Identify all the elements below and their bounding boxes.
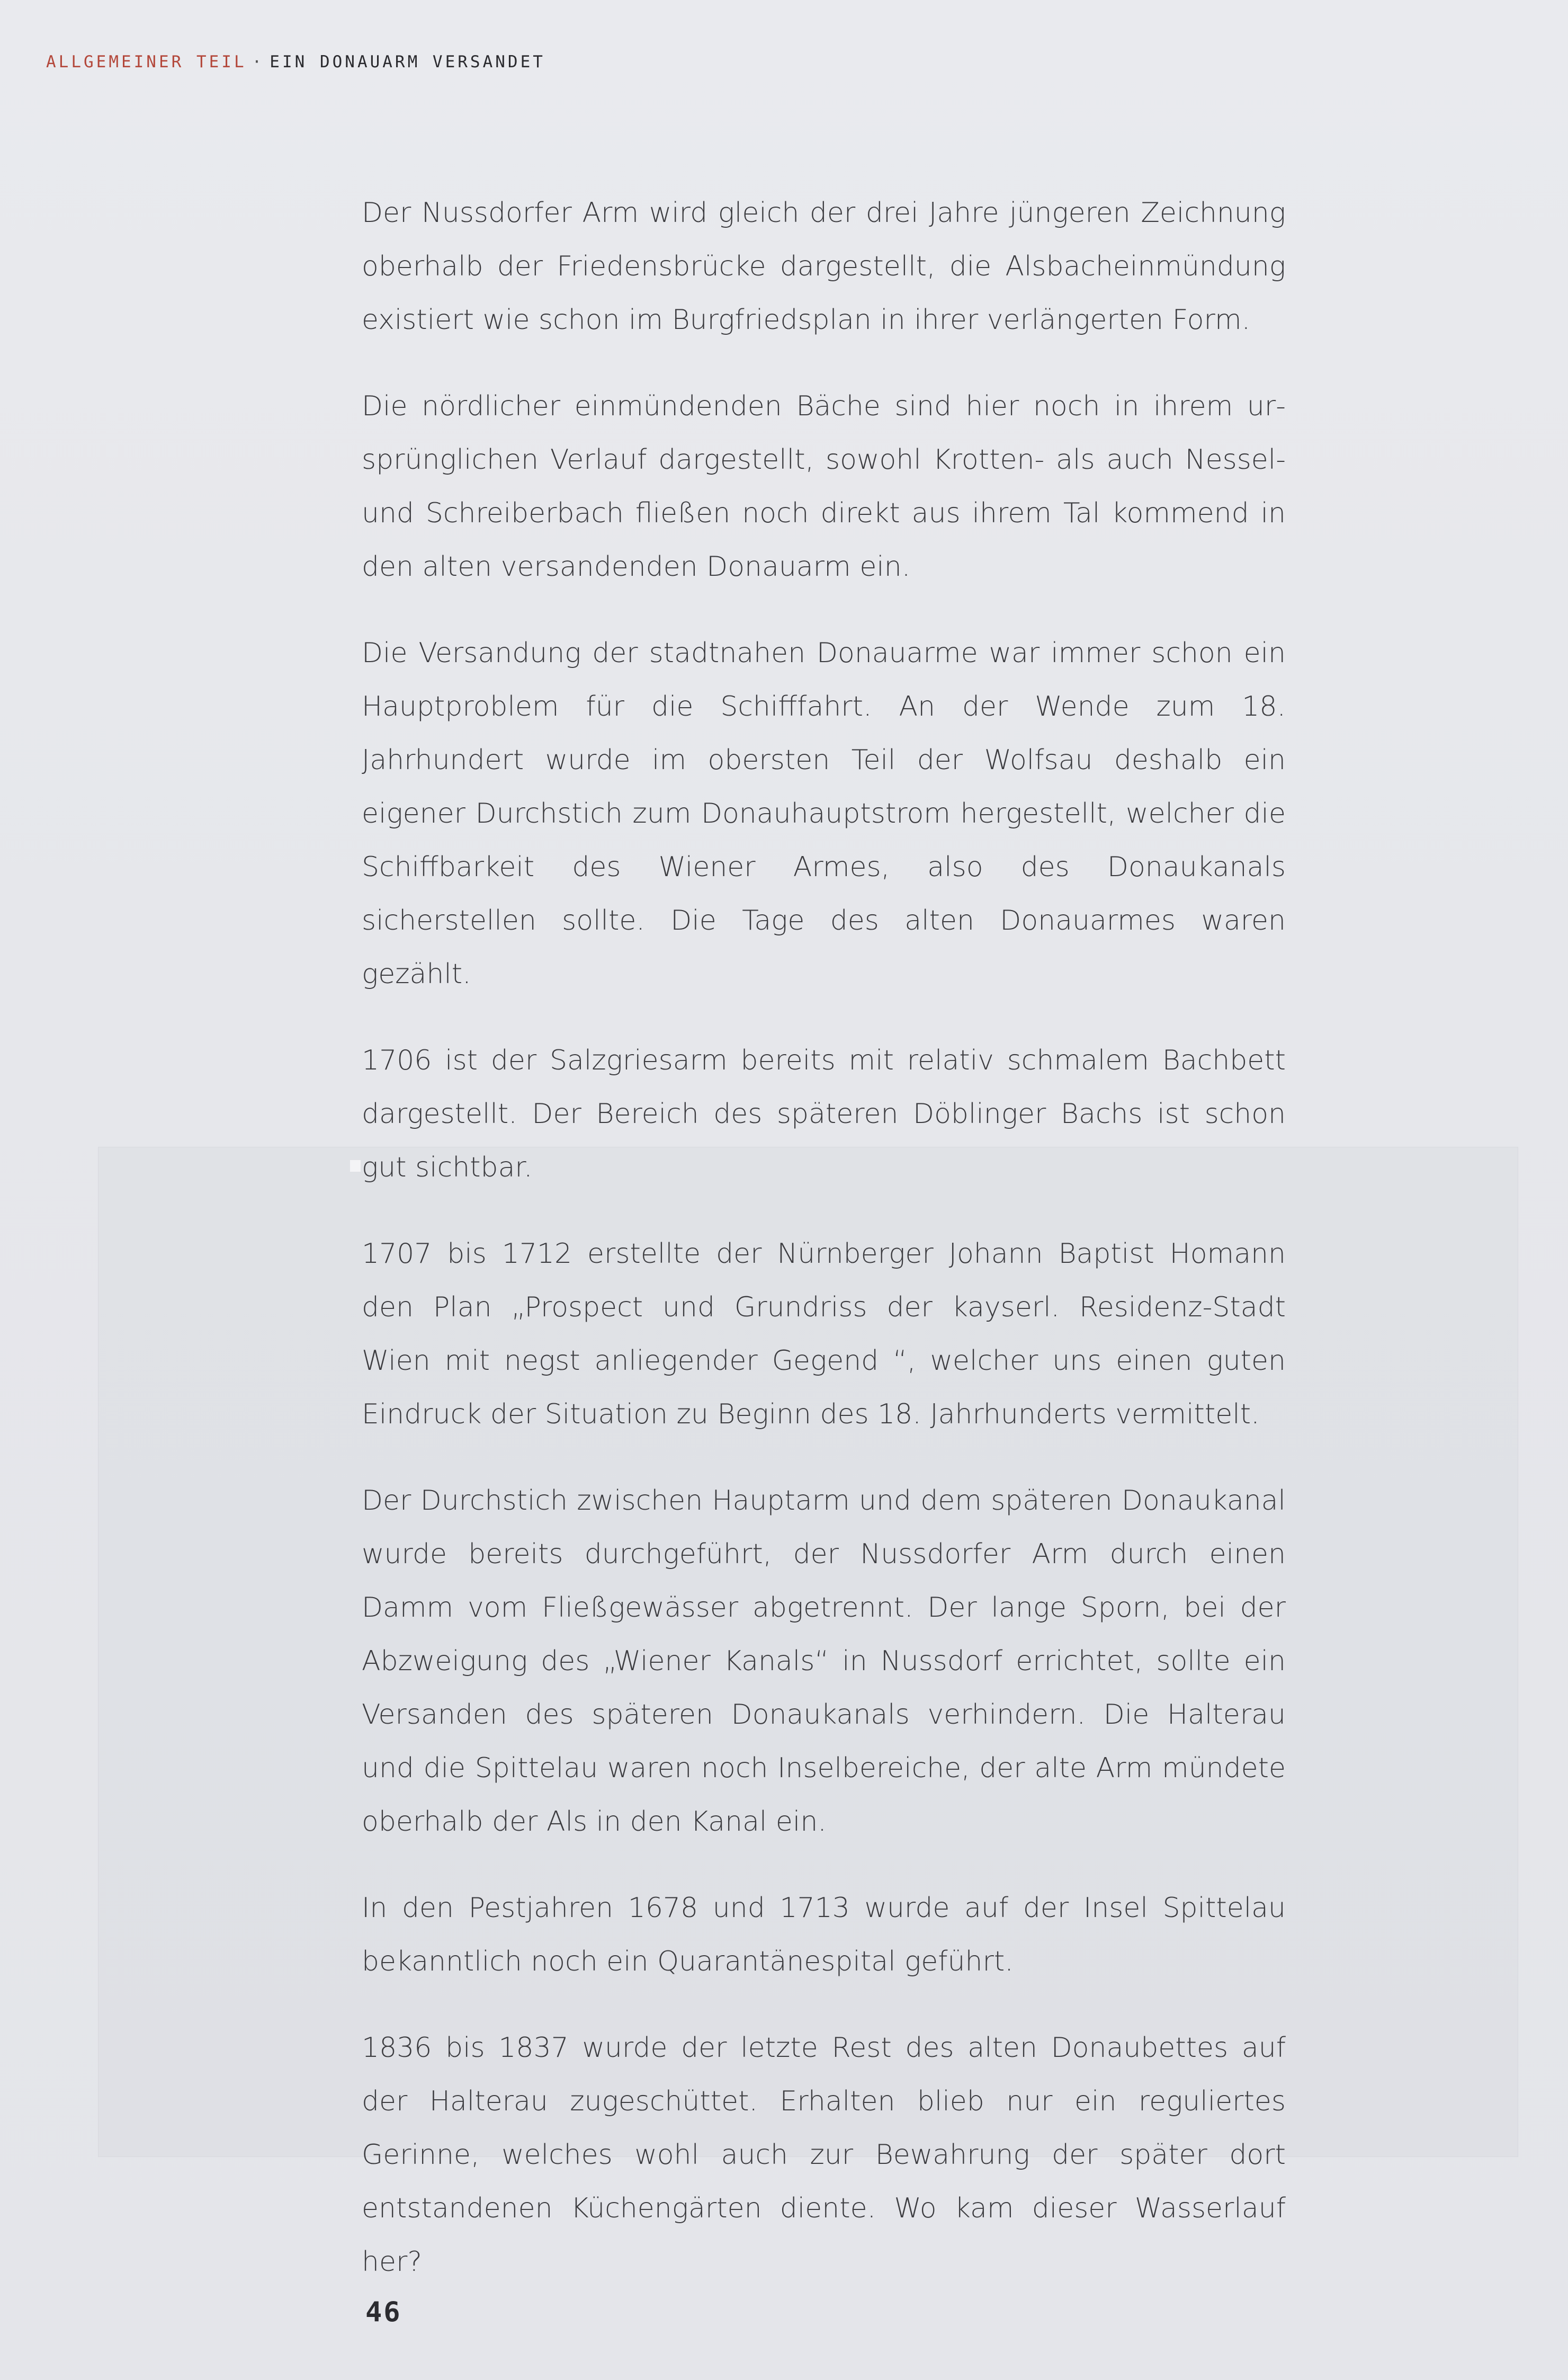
running-head (46, 49, 545, 75)
running-head-separator: · (252, 52, 265, 72)
paragraph-1: Der Nussdorfer Arm wird gleich der drei Jahre jüngeren Zeichnung oberhalb der Friedensbrücke dargestellt, die Alsbacheinmündung existiert wie schon im Burgfriedsplan in ihrer verlängerten Form. (362, 197, 1286, 336)
running-head-chapter: EIN DONAUARM VERSANDET (270, 52, 545, 72)
paragraph-2: Die nördlicher einmündenden Bäche sind hier noch in ihrem ursprünglichen Verlauf dargestellt, sowohl Krotten- als auch Nessel- und Schreiberbach fließen noch direkt aus ihrem Tal kommend in den alten versandenden Donauarm ein. (362, 390, 1286, 583)
body-text (362, 186, 1286, 2289)
paragraph-8: 1836 bis 1837 wurde der letzte Rest des alten Donaubettes auf der Halterau zugeschüttet. Erhalten blieb nur ein reguliertes Gerinne, welches wohl auch zur Bewahrung der später dort entstandenen Küchengärten diente. Wo kam dieser Wasserlauf her? (362, 2032, 1286, 2278)
paper-speck (350, 1160, 361, 1172)
running-head-section: ALLGEMEINER TEIL (46, 52, 247, 72)
paragraph-3: Die Versandung der stadtnahen Donauarme war immer schon ein Hauptproblem für die Schifffahrt. An der Wende zum 18. Jahrhundert wurde im obersten Teil der Wolfsau deshalb ein eigener Durchstich zum Donauhauptstrom hergestellt, welcher die Schiffbarkeit des Wiener Armes, also des Donaukanals sicherstellen sollte. Die Tage des alten Donauarmes waren gezählt. (362, 637, 1286, 990)
paragraph-6: Der Durchstich zwischen Hauptarm und dem späteren Donaukanal wurde bereits durchgeführt, der Nussdorfer Arm durch einen Damm vom Fließgewässer abgetrennt. Der lange Sporn, bei der Abzweigung des „Wiener Kanals“ in Nussdorf errichtet, sollte ein Versanden des späteren Donaukanals verhindern. Die Halterau und die Spittelau waren noch Inselbereiche, der alte Arm mündete oberhalb der Als in den Kanal ein. (362, 1485, 1286, 1838)
page-number: 46 (365, 2296, 402, 2328)
paragraph-4: 1706 ist der Salzgriesarm bereits mit relativ schmalem Bachbett dargestellt. Der Bereich des späteren Döblinger Bachs ist schon gut sichtbar. (362, 1045, 1286, 1183)
paragraph-5: 1707 bis 1712 erstellte der Nürnberger Johann Baptist Homann den Plan „Prospect und Grundriss der kayserl. Residenz-Stadt Wien mit negst anliegender Gegend “, welcher uns einen guten Eindruck der Situation zu Beginn des 18. Jahrhunderts vermittelt. (362, 1238, 1286, 1430)
paragraph-7: In den Pestjahren 1678 und 1713 wurde auf der Insel Spittelau bekanntlich noch ein Quarantänespital geführt. (362, 1892, 1286, 1977)
